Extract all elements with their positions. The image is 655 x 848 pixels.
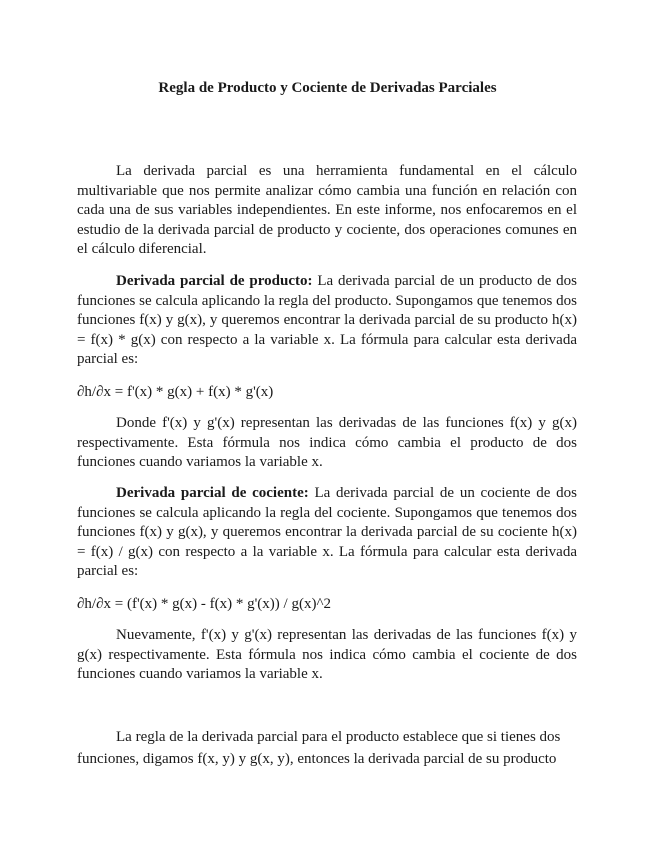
quotient-explanation: Nuevamente, f'(x) y g'(x) representan las derivadas de las funciones f(x) y g(x) respectivamente. Esta fórmula nos indica cómo cambia el cociente de dos funciones cuando variamos la variable x. (77, 627, 577, 682)
product-text: La derivada parcial de un producto de dos funciones se calcula aplicando la regla del producto. Supongamos que tenemos dos funciones f(x) y g(x), y queremos encontrar la derivada parcial de su producto h(x) = f(x) * g(x) con respecto a la variable x. La fórmula para calcular esta derivada parcial es: (77, 273, 577, 367)
document-title: Regla de Producto y Cociente de Derivadas Parciales (158, 80, 497, 96)
product-paragraph (77, 272, 577, 370)
product-explanation: Donde f'(x) y g'(x) representan las derivadas de las funciones f(x) y g(x) respectivamente. Esta fórmula nos indica cómo cambia el producto de dos funciones cuando variamos la variable x. (77, 415, 577, 470)
quotient-heading: Derivada parcial de cociente: (116, 485, 309, 501)
closing-paragraph: La regla de la derivada parcial para el producto establece que si tienes dos funciones, digamos f(x, y) y g(x, y), entonces la derivada parcial de su producto (77, 729, 561, 767)
quotient-text: La derivada parcial de un cociente de dos funciones se calcula aplicando la regla del cociente. Supongamos que tenemos dos funciones f(x) y g(x), y queremos encontrar la derivada parcial de su cociente h(x) = f(x) / g(x) con respecto a la variable x. La fórmula para calcular esta derivada parcial es: (77, 485, 577, 579)
quotient-formula: ∂h/∂x = (f'(x) * g(x) - f(x) * g'(x)) / g(x)^2 (77, 596, 331, 612)
intro-paragraph: La derivada parcial es una herramienta fundamental en el cálculo multivariable que nos permite analizar cómo cambia una función en relación con cada una de sus variables independientes. En este informe, nos enfocaremos en el estudio de la derivada parcial de producto y cociente, dos operaciones comunes en el cálculo diferencial. (77, 163, 577, 257)
quotient-paragraph (77, 484, 577, 582)
product-formula: ∂h/∂x = f'(x) * g(x) + f(x) * g'(x) (77, 384, 274, 400)
product-heading: Derivada parcial de producto: (116, 273, 313, 289)
